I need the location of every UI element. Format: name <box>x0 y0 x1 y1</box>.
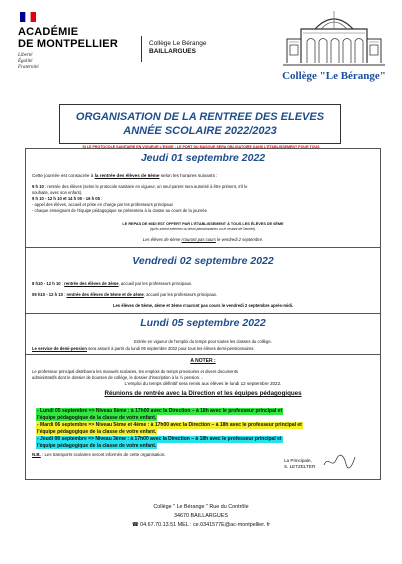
reunion-row-6eme-line2: l'équipe pédagogique de la classe de votre enfant. <box>37 414 157 421</box>
republic-flag-icon <box>20 12 36 22</box>
jeudi-note-after: le vendredi 2 septembre. <box>215 237 264 242</box>
motto-liberte: Liberté <box>18 53 33 58</box>
jeudi-line-2-text: souhaite, avec son enfant). <box>32 190 83 195</box>
note-body-1: Le professeur principal distribuera les manuels scolaires, les emplois du temps provisoires et divers documents <box>32 369 238 374</box>
section-heading-jeudi: Jeudi 01 septembre 2022 <box>140 152 266 164</box>
reunions-heading-text: Réunions de rentrée avec la Direction et les équipes pédagogiques <box>104 390 302 397</box>
note-body-2: administratifs dont le dossier de bourses de collège, le dossier d'inscription à la ½ pension… <box>32 375 204 380</box>
academy-name-line1: ACADÉMIE <box>18 26 79 38</box>
section-divider-2 <box>26 313 380 314</box>
jeudi-line-1 <box>32 184 247 189</box>
section-divider-1 <box>26 247 380 248</box>
schedule-box <box>25 148 381 480</box>
jeudi-line-5 <box>32 208 207 213</box>
reunion-row-3eme-line2: l'équipe pédagogique de la classe de votre enfant. <box>37 442 157 449</box>
header-divider <box>141 36 142 62</box>
signature-scribble-icon <box>322 453 356 471</box>
jeudi-intro-before: Cette journée est consacrée à <box>32 173 95 178</box>
jeudi-line-1-bold: 9 h 10 <box>32 184 44 189</box>
reunion-row-5eme-line2: l'équipe pédagogique de la classe de votre enfant. <box>37 428 157 435</box>
lundi-line-2-u: Le service de demi-pension <box>32 346 87 351</box>
reunion-row-6eme-line1: - Lundi 05 septembre => Niveau 6ème : à 17h00 avec la Direction – à 18h avec le professeur principal et <box>37 408 283 414</box>
jeudi-line-2 <box>32 190 82 195</box>
jeudi-note <box>26 237 380 242</box>
letterhead <box>0 0 402 96</box>
jeudi-line-3-bold: 9 h 10 - 12 h 10 et 14 h 00 - 16 h 05 <box>32 196 100 201</box>
reunions-heading <box>26 390 380 398</box>
vendredi-line-1: 8 h10 - 12 h 10 : rentrée des élèves de 3ème, accueil par les professeurs principaux. <box>32 281 193 286</box>
jeudi-note-before: Les élèves de 6ème <box>142 237 182 242</box>
footer-street: Collège " Le Bérange " Rue du Contrôle <box>153 504 249 510</box>
jeudi-intro-bold: la rentrée des élèves de 6ème <box>94 173 160 178</box>
vendredi-line-3 <box>26 303 380 308</box>
jeudi-line-3 <box>32 196 102 201</box>
lundi-line-2-after: sera assuré à partir du lundi 05 septembre 2022 pour tous les élèves demi-pensionnaires. <box>86 346 255 351</box>
jeudi-line-4-text: - appel des élèves, accueil et prise en charge par les professeurs principaux <box>32 202 174 207</box>
republic-motto <box>18 53 158 71</box>
document-title: ORGANISATION DE LA RENTREE DES ELEVES <box>75 111 325 123</box>
jeudi-line-1-text: : rentrée des élèves (selon le protocole sanitaire en vigueur, un seul parent sera autorisé à être présent, s'il le <box>43 184 248 189</box>
jeudi-line-5-text: - chaque enseignant de l'équipe pédagogique se présentera à la classe au cours de la journée <box>32 208 207 213</box>
vendredi-line-1-time: 8 h10 - 12 h 10 <box>32 281 61 286</box>
college-name: Collège Le Bérange <box>149 40 207 47</box>
reunion-row-5eme-4eme <box>36 422 303 435</box>
lundi-line-1: Entrée en vigueur de l'emploi du temps pour toutes les classes du collège. <box>134 339 272 344</box>
footer-town: 34670 BAILLARGUES <box>174 513 228 519</box>
lundi-line-2 <box>32 346 255 351</box>
jeudi-intro <box>32 173 217 178</box>
vendredi-line-2-after: , accueil par les professeurs principaux. <box>143 292 218 297</box>
reunion-row-3eme <box>36 436 283 449</box>
jeudi-line-3-text: : <box>99 196 103 201</box>
academy-block <box>18 26 158 71</box>
vendredi-line-1-after: , accueil par les professeurs principaux. <box>118 281 193 286</box>
sanitary-notice: SI LE PROTOCOLE SANITAIRE EN VIGUEUR L'EXIGE : LE PORT DU MASQUE SERA OBLIGATOIRE DANS L'ÉTABLISSEMENT POUR TOUS <box>82 145 320 149</box>
vendredi-line-2: 09 h10 - 12 h 10 : rentrée des élèves de 5ème et de 4ème, accueil par les professeurs principaux. <box>32 292 218 297</box>
signature-role: La Principale, <box>284 458 312 463</box>
vendredi-line-2-u: rentrée des élèves de 5ème et de 4ème <box>66 292 144 297</box>
note-label <box>26 359 380 364</box>
lunch-offer-line1: LE REPAS DE MIDI EST OFFERT PAR L'ÉTABLISSEMENT À TOUS LES ÉLÈVES DE 6ÈME <box>122 222 284 226</box>
motto-fraternite: Fraternité <box>18 65 39 70</box>
reunion-row-6eme <box>36 408 283 421</box>
vendredi-line-2-time: 09 h10 - 12 h 10 <box>32 292 63 297</box>
section-divider-3 <box>26 354 380 355</box>
signature-block <box>284 458 315 470</box>
vendredi-line-1-u: rentrée des élèves de 3ème <box>64 281 119 286</box>
reunion-row-3eme-line1: - Jeudi 08 septembre => Niveau 3ème : à 17h00 avec la Direction – à 18h avec le professeur principal et <box>37 436 282 442</box>
section-heading-lundi: Lundi 05 septembre 2022 <box>140 317 266 329</box>
logo-caption: Collège "Le Bérange" <box>282 70 386 82</box>
jeudi-line-4 <box>32 202 173 207</box>
document-title-box <box>59 104 341 144</box>
academy-name-line2: DE MONTPELLIER <box>18 38 118 50</box>
lunch-offer-note: (qu'ils soient externes ou demi-pensionnaires ou le restant de l'année). <box>149 227 257 231</box>
college-block <box>149 40 206 56</box>
school-year: ANNÉE SCOLAIRE 2022/2023 <box>123 125 277 137</box>
vendredi-line-3-text: Les élèves de 5ème, 4ème et 3ème n'auront pas cours le vendredi 2 septembre après-midi. <box>112 303 294 308</box>
motto-egalite: Égalité <box>18 59 33 64</box>
section-heading-vendredi: Vendredi 02 septembre 2022 <box>132 255 274 267</box>
college-town: BAILLARGUES <box>149 48 196 55</box>
footer-address <box>0 503 402 530</box>
nb-text: : Les transports scolaires seront informés de cette organisation. <box>40 452 166 457</box>
jeudi-note-underline: n'auront pas cours <box>181 237 216 242</box>
nb-label: N.B. <box>32 452 41 457</box>
note-body-3: L'emploi du temps définitif sera remis aux élèves le lundi 12 septembre 2022. <box>124 381 282 386</box>
reunion-row-5eme-line1: - Mardi 06 septembre => Niveau 5ème et 4ème : à 17h00 avec la Direction – à 18h avec le professeur principal et <box>37 422 302 428</box>
nb-note <box>32 452 166 457</box>
footer-contact: ☎ 04.67.70.13.51 MEL : ce.0341577E@ac-montpellier. fr <box>131 522 271 528</box>
note-label-text: A NOTER : <box>190 358 216 364</box>
jeudi-intro-after: selon les horaires suivants : <box>159 173 218 178</box>
signature-name: S. LETZELTER <box>284 464 316 469</box>
